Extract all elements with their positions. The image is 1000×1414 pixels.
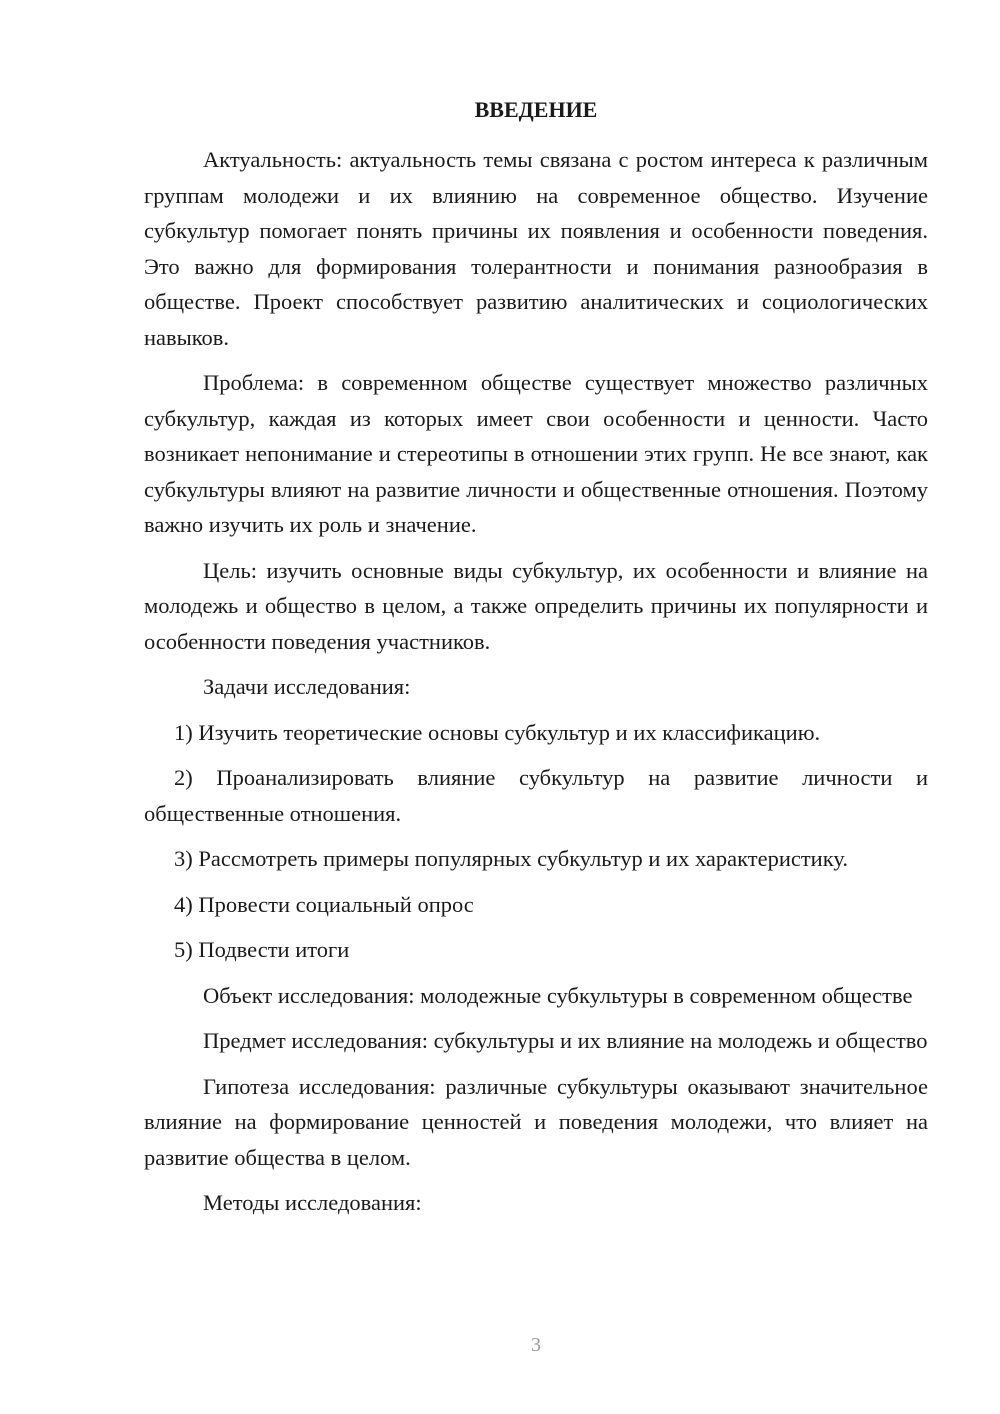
paragraph-subject: Предмет исследования: субкультуры и их влияние на молодежь и общество: [203, 1028, 928, 1053]
page-content: [144, 96, 928, 1231]
task-item-5: 5) Подвести итоги: [174, 937, 350, 962]
paragraph-object: Объект исследования: молодежные субкультуры в современном обществе: [203, 982, 913, 1008]
page-number: 3: [531, 1334, 541, 1356]
section-title: ВВЕДЕНИЕ: [474, 97, 598, 122]
paragraph-methods: Методы исследования:: [203, 1190, 422, 1215]
task-item-3: 3) Рассмотреть примеры популярных субкультур и их характеристику.: [174, 846, 848, 871]
paragraph-tasks-heading: Задачи исследования:: [203, 674, 411, 699]
paragraph-goal: Цель: изучить основные виды субкультур, их особенности и влияние на молодежь и общество в целом, а также определить причины их популярности и особенности поведения участников.: [144, 557, 928, 654]
task-item-4: 4) Провести социальный опрос: [174, 891, 474, 917]
paragraph-problem: Проблема: в современном обществе существует множество различных субкультур, каждая из которых имеет свои особенности и ценности. Часто возникает непонимание и стереотипы в отношении этих групп. Не все знают, как субкультуры влияют на развитие личности и общественные отношения. Поэтому важно изучить их роль и значение.: [144, 370, 928, 537]
paragraph-hypothesis: Гипотеза исследования: различные субкультуры оказывают значительное влияние на формирование ценностей и поведения молодежи, что влияет на развитие общества в целом.: [144, 1073, 928, 1170]
task-item-1: 1) Изучить теоретические основы субкультур и их классификацию.: [174, 719, 821, 745]
paragraph-relevance: Актуальность: актуальность темы связана с ростом интереса к различным группам молодежи и их влиянию на современное общество. Изучение субкультур помогает понять причины их появления и особенности поведения. Это важно для формирования толерантности и понимания разнообразия в обществе. Проект способствует развитию аналитических и социологических навыков.: [144, 147, 928, 350]
task-item-2: 2) Проанализировать влияние субкультур на развитие личности и общественные отношения.: [144, 765, 928, 826]
